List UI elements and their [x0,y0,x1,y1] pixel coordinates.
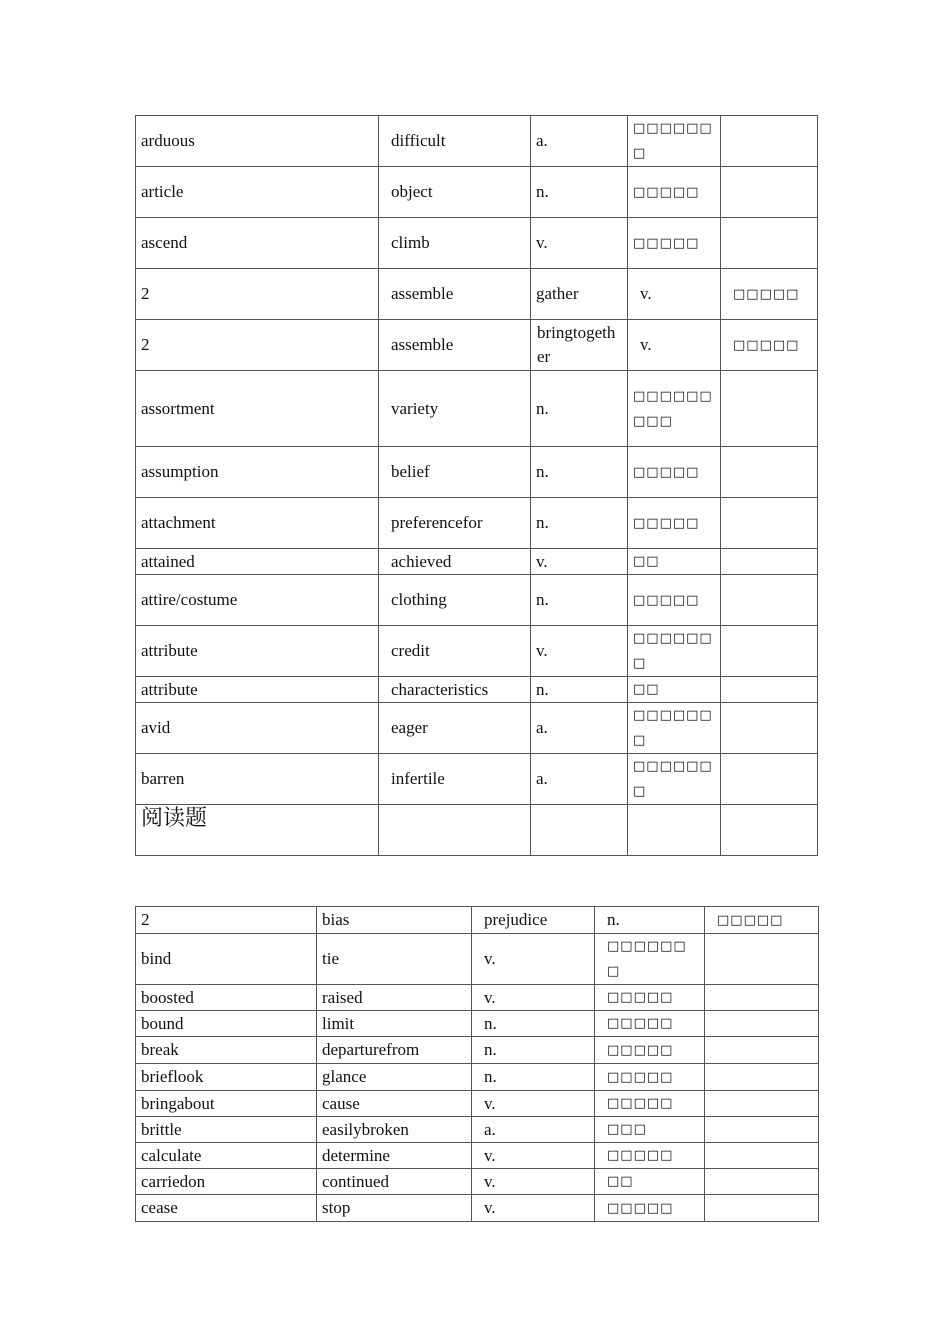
extra-cell [721,549,818,575]
synonym-cell: cause [317,1091,472,1117]
extra-cell: □□□□□ [721,320,818,371]
part-of-speech-cell: v. [472,985,595,1011]
synonym-cell: belief [379,447,531,498]
meaning-cell: □□□□□ [628,498,721,549]
word-cell: attribute [136,626,379,677]
extra-cell [705,934,819,985]
meaning-cell: □□□□□□□ [628,703,721,754]
part-of-speech-cell: n. [472,1064,595,1091]
meaning-cell: □□□□□□□ [595,934,705,985]
table-row [136,1195,819,1222]
part-of-speech-cell: v. [472,934,595,985]
part-of-speech-cell: v. [472,1195,595,1222]
synonym-cell: stop [317,1195,472,1222]
table-row [136,677,818,703]
word-cell: break [136,1037,317,1064]
meaning-cell: v. [628,320,721,371]
extra-cell: □□□□□ [721,269,818,320]
extra-cell [721,626,818,677]
meaning-cell [628,805,721,856]
part-of-speech-cell: v. [472,1143,595,1169]
word-cell: barren [136,754,379,805]
extra-cell [705,1195,819,1222]
meaning-cell: □□ [628,677,721,703]
word-cell: attachment [136,498,379,549]
synonym-cell: raised [317,985,472,1011]
table-row [136,549,818,575]
part-of-speech-cell: n. [531,447,628,498]
word-cell: assortment [136,371,379,447]
part-of-speech-cell: v. [531,626,628,677]
table-row [136,1011,819,1037]
vocabulary-table-2 [135,906,819,1222]
extra-cell [705,1064,819,1091]
table-row [136,320,818,371]
extra-cell [721,498,818,549]
meaning-cell: □□□□□□□ [628,754,721,805]
extra-cell [705,1037,819,1064]
table-row [136,116,818,167]
part-of-speech-cell: n. [531,677,628,703]
extra-cell [721,677,818,703]
synonym-cell: bias [317,907,472,934]
synonym-cell: clothing [379,575,531,626]
table-row [136,1091,819,1117]
word-cell: attained [136,549,379,575]
synonym-cell: tie [317,934,472,985]
word-cell: 2 [136,907,317,934]
part-of-speech-cell: gather [531,269,628,320]
extra-cell [721,754,818,805]
table-row [136,907,819,934]
meaning-cell: □□□□□ [595,1064,705,1091]
synonym-cell: climb [379,218,531,269]
meaning-cell: □□□□□ [628,218,721,269]
table-row [136,371,818,447]
word-cell: cease [136,1195,317,1222]
table-row [136,218,818,269]
meaning-cell: □□□□□ [628,575,721,626]
word-cell: bind [136,934,317,985]
part-of-speech-cell: v. [531,218,628,269]
meaning-cell: □□□□□□□ [628,626,721,677]
word-cell: avid [136,703,379,754]
synonym-cell: characteristics [379,677,531,703]
part-of-speech-cell: a. [472,1117,595,1143]
extra-cell [705,1143,819,1169]
word-cell: article [136,167,379,218]
word-cell: 2 [136,269,379,320]
synonym-cell: preferencefor [379,498,531,549]
synonym-cell: limit [317,1011,472,1037]
word-cell: bound [136,1011,317,1037]
table-row [136,1143,819,1169]
synonym-cell: continued [317,1169,472,1195]
section-heading: 阅读题 [136,805,379,856]
table-row [136,1064,819,1091]
part-of-speech-cell: v. [472,1169,595,1195]
extra-cell [721,371,818,447]
synonym-cell [379,805,531,856]
meaning-cell: □□□□□ [595,985,705,1011]
table-row [136,498,818,549]
word-cell: boosted [136,985,317,1011]
meaning-cell: □□□ [595,1117,705,1143]
table-row [136,269,818,320]
word-cell: attire/costume [136,575,379,626]
part-of-speech-cell: a. [531,116,628,167]
extra-cell [721,447,818,498]
synonym-cell: easilybroken [317,1117,472,1143]
meaning-cell: □□ [595,1169,705,1195]
synonym-cell: eager [379,703,531,754]
table-row [136,703,818,754]
extra-cell [705,1169,819,1195]
meaning-cell: □□□□□ [595,1011,705,1037]
synonym-cell: assemble [379,269,531,320]
part-of-speech-cell: n. [472,1011,595,1037]
extra-cell [721,116,818,167]
word-cell: arduous [136,116,379,167]
word-cell: assumption [136,447,379,498]
part-of-speech-cell: bringtogether [531,320,628,371]
part-of-speech-cell: v. [472,1091,595,1117]
part-of-speech-cell: n. [531,167,628,218]
meaning-cell: n. [595,907,705,934]
extra-cell: □□□□□ [705,907,819,934]
meaning-cell: □□□□□ [595,1091,705,1117]
table-row [136,1169,819,1195]
extra-cell [721,218,818,269]
part-of-speech-cell: n. [531,575,628,626]
meaning-cell: □□□□□ [595,1143,705,1169]
extra-cell [705,1117,819,1143]
synonym-cell: difficult [379,116,531,167]
extra-cell [721,805,818,856]
table-row [136,1117,819,1143]
synonym-cell: infertile [379,754,531,805]
table-row [136,626,818,677]
meaning-cell: □□□□□□□□□ [628,371,721,447]
table-row [136,805,818,856]
word-cell: attribute [136,677,379,703]
table-row [136,167,818,218]
part-of-speech-cell: prejudice [472,907,595,934]
synonym-cell: object [379,167,531,218]
meaning-cell: v. [628,269,721,320]
part-of-speech-cell: n. [531,371,628,447]
meaning-cell: □□□□□ [595,1195,705,1222]
meaning-cell: □□□□□□□ [628,116,721,167]
part-of-speech-cell: n. [531,498,628,549]
word-cell: brieflook [136,1064,317,1091]
meaning-cell: □□ [628,549,721,575]
meaning-cell: □□□□□ [628,167,721,218]
extra-cell [705,1091,819,1117]
part-of-speech-cell [531,805,628,856]
table-row [136,575,818,626]
meaning-cell: □□□□□ [628,447,721,498]
synonym-cell: credit [379,626,531,677]
synonym-cell: variety [379,371,531,447]
synonym-cell: achieved [379,549,531,575]
word-cell: 2 [136,320,379,371]
extra-cell [721,167,818,218]
extra-cell [705,985,819,1011]
meaning-cell: □□□□□ [595,1037,705,1064]
word-cell: brittle [136,1117,317,1143]
word-cell: carriedon [136,1169,317,1195]
synonym-cell: assemble [379,320,531,371]
table-row [136,1037,819,1064]
table-row [136,985,819,1011]
synonym-cell: determine [317,1143,472,1169]
part-of-speech-cell: a. [531,703,628,754]
part-of-speech-cell: n. [472,1037,595,1064]
vocabulary-table-1 [135,115,818,856]
word-cell: ascend [136,218,379,269]
word-cell: calculate [136,1143,317,1169]
extra-cell [721,575,818,626]
synonym-cell: departurefrom [317,1037,472,1064]
table-row [136,934,819,985]
part-of-speech-cell: v. [531,549,628,575]
synonym-cell: glance [317,1064,472,1091]
extra-cell [705,1011,819,1037]
word-cell: bringabout [136,1091,317,1117]
part-of-speech-cell: a. [531,754,628,805]
extra-cell [721,703,818,754]
table-row [136,447,818,498]
table-row [136,754,818,805]
